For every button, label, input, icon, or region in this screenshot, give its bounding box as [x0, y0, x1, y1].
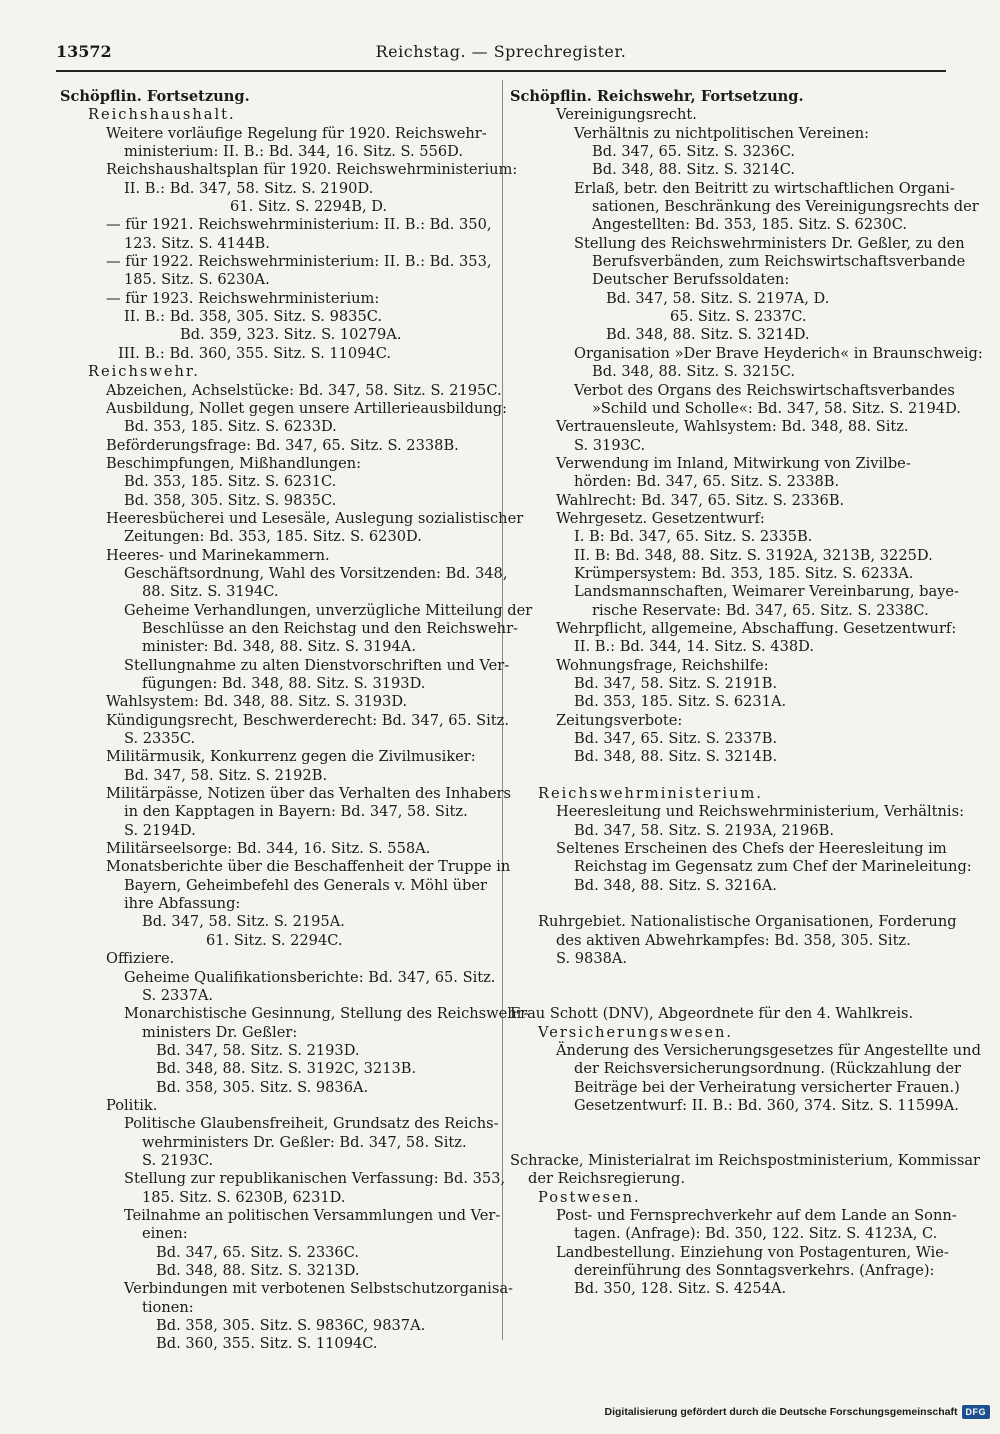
entry-line: rische Reservate: Bd. 347, 65. Sitz. S. 2338C. — [592, 601, 929, 619]
entry-line: Bd. 348, 88. Sitz. S. 3214D. — [606, 326, 810, 344]
entry-line: Gesetzentwurf: II. B.: Bd. 360, 374. Sitz. S. 11599A. — [574, 1096, 959, 1114]
entry-line: Beschlüsse an den Reichstag und den Reichswehr- — [142, 619, 518, 637]
entry-line: Heeresleitung und Reichswehrministerium, Verhältnis: — [556, 803, 964, 821]
entry-line: II. B: Bd. 348, 88. Sitz. S. 3192A, 3213B, 3225D. — [574, 546, 933, 564]
entry-line: S. 3193C. — [574, 436, 646, 454]
entry-line: 61. Sitz. S. 2294B, D. — [230, 198, 388, 216]
entry-line: I. B: Bd. 347, 65. Sitz. S. 2335B. — [574, 528, 813, 546]
entry-line: Bd. 358, 305. Sitz. S. 9836A. — [156, 1078, 369, 1096]
entry-line: Bd. 347, 65. Sitz. S. 3236C. — [592, 143, 796, 161]
page-header — [56, 42, 946, 68]
entry-line: tionen: — [142, 1298, 194, 1316]
entry-line: Postwesen. — [538, 1188, 641, 1206]
running-title: Reichstag. — Sprechregister. — [375, 42, 627, 61]
entry-line: Bd. 348, 88. Sitz. S. 3214B. — [574, 748, 778, 766]
entry-line: Stellung des Reichswehrministers Dr. Geßler, zu den — [574, 234, 965, 252]
entry-line: Zeitungsverbote: — [556, 711, 683, 729]
entry-line: 185. Sitz. S. 6230A. — [124, 271, 270, 289]
entry-line: Geheime Verhandlungen, unverzügliche Mitteilung der — [124, 601, 533, 619]
entry-line: Monatsberichte über die Beschaffenheit der Truppe in — [106, 858, 511, 876]
entry-line: Bd. 347, 65. Sitz. S. 2336C. — [156, 1243, 360, 1261]
entry-line: Bd. 360, 355. Sitz. S. 11094C. — [156, 1335, 378, 1353]
entry-line: Bd. 358, 305. Sitz. S. 9836C, 9837A. — [156, 1317, 426, 1335]
entry-line: Militärpässe, Notizen über das Verhalten des Inhabers — [106, 785, 511, 803]
entry-line: hörden: Bd. 347, 65. Sitz. S. 2338B. — [574, 473, 840, 491]
entry-line: Teilnahme an politischen Versammlungen und Ver- — [124, 1206, 501, 1224]
entry-line: Wahlsystem: Bd. 348, 88. Sitz. S. 3193D. — [106, 693, 408, 711]
entry-line: Landsmannschaften, Weimarer Vereinbarung, baye- — [574, 583, 959, 601]
entry-line: 185. Sitz. S. 6230B, 6231D. — [142, 1188, 346, 1206]
entry-line — [510, 969, 942, 987]
entry-line: Bd. 348, 88. Sitz. S. 3192C, 3213B. — [156, 1060, 417, 1078]
left-column — [60, 88, 533, 1354]
page-number: 13572 — [56, 42, 112, 61]
entry-line: Bd. 347, 58. Sitz. S. 2192B. — [124, 766, 328, 784]
entry-line: einen: — [142, 1225, 188, 1243]
entry-line — [510, 767, 942, 785]
entry-line: Verhältnis zu nichtpolitischen Vereinen: — [574, 124, 870, 142]
entry-line — [510, 987, 942, 1005]
entry-line: Ruhrgebiet. Nationalistische Organisationen, Forderung — [538, 913, 957, 931]
entry-line: Änderung des Versicherungsgesetzes für Angestellte und — [556, 1041, 981, 1059]
entry-line: Bd. 353, 185. Sitz. S. 6231C. — [124, 473, 337, 491]
entry-line: Reichswehr. — [88, 363, 200, 381]
entry-line: S. 2194D. — [124, 821, 196, 839]
entry-line: Offiziere. — [106, 950, 175, 968]
entry-line: Politische Glaubensfreiheit, Grundsatz des Reichs- — [124, 1115, 499, 1133]
entry-line: Schöpflin. Fortsetzung. — [60, 88, 250, 105]
entry-line: Wohnungsfrage, Reichshilfe: — [556, 656, 769, 674]
entry-line: Bd. 353, 185. Sitz. S. 6231A. — [574, 693, 787, 711]
entry-line: Heeres- und Marinekammern. — [106, 546, 330, 564]
entry-line: Stellungnahme zu alten Dienstvorschriften und Ver- — [124, 656, 510, 674]
entry-line: Geheime Qualifikationsberichte: Bd. 347, 65. Sitz. — [124, 968, 496, 986]
entry-line: Politik. — [106, 1096, 158, 1114]
entry-line: Krümpersystem: Bd. 353, 185. Sitz. S. 6233A. — [574, 564, 914, 582]
entry-line: Berufsverbänden, zum Reichswirtschaftsverbande — [592, 253, 966, 271]
entry-line: tagen. (Anfrage): Bd. 350, 122. Sitz. S. 4123A, C. — [574, 1225, 938, 1243]
entry-line: Reichswehrministerium. — [538, 785, 763, 803]
entry-line: 65. Sitz. S. 2337C. — [670, 308, 807, 326]
entry-line: Bd. 347, 58. Sitz. S. 2191B. — [574, 675, 778, 692]
entry-line: Erlaß, betr. den Beitritt zu wirtschaftlichen Organi- — [574, 179, 955, 197]
entry-line: Verbindungen mit verbotenen Selbstschutzorganisa- — [124, 1280, 513, 1298]
entry-line: Bd. 348, 88. Sitz. S. 3213D. — [156, 1262, 360, 1279]
entry-line: Bd. 347, 65. Sitz. S. 2337B. — [574, 730, 778, 748]
entry-line: Verwendung im Inland, Mitwirkung von Zivilbe- — [556, 454, 911, 472]
entry-line: in den Kapptagen in Bayern: Bd. 347, 58. Sitz. — [124, 803, 468, 821]
entry-line: fügungen: Bd. 348, 88. Sitz. S. 3193D. — [142, 675, 426, 692]
entry-line: Bd. 348, 88. Sitz. S. 3214C. — [592, 161, 796, 179]
entry-line: II. B.: Bd. 358, 305. Sitz. S. 9835C. — [124, 308, 383, 326]
entry-line: Bd. 347, 58. Sitz. S. 2195A. — [142, 913, 345, 931]
entry-line: Bayern, Geheimbefehl des Generals v. Möhl über — [124, 876, 488, 894]
header-rule — [56, 70, 946, 72]
entry-line: S. 2337A. — [142, 986, 214, 1004]
entry-line: wehrministers Dr. Geßler: Bd. 347, 58. Sitz. — [142, 1133, 467, 1151]
entry-line: Organisation »Der Brave Heyderich« in Braunschweig: — [574, 344, 983, 362]
entry-line: Stellung zur republikanischen Verfassung: Bd. 353, — [124, 1170, 506, 1188]
entry-line: II. B.: Bd. 347, 58. Sitz. S. 2190D. — [124, 179, 374, 197]
entry-line: Bd. 347, 58. Sitz. S. 2193D. — [156, 1041, 360, 1059]
entry-line: Wahlrecht: Bd. 347, 65. Sitz. S. 2336B. — [556, 491, 845, 509]
entry-line: der Reichsversicherungsordnung. (Rückzahlung der — [574, 1060, 961, 1078]
entry-line — [510, 1115, 942, 1133]
entry-line: Deutscher Berufssoldaten: — [592, 271, 790, 289]
entry-line: der Reichsregierung. — [528, 1170, 685, 1188]
entry-line: 88. Sitz. S. 3194C. — [142, 583, 279, 601]
entry-line: Landbestellung. Einziehung von Postagenturen, Wie- — [556, 1243, 949, 1261]
entry-line: des aktiven Abwehrkampfes: Bd. 358, 305. Sitz. — [556, 931, 911, 949]
footer — [600, 1400, 990, 1424]
entry-line: Bd. 348, 88. Sitz. S. 3216A. — [574, 876, 777, 894]
entry-line: Schracke, Ministerialrat im Reichspostministerium, Kommissar — [510, 1151, 981, 1169]
entry-line: ihre Abfassung: — [124, 895, 241, 913]
entry-line: Beschimpfungen, Mißhandlungen: — [106, 454, 362, 472]
entry-line: Bd. 350, 128. Sitz. S. 4254A. — [574, 1280, 787, 1298]
entry-line: Bd. 353, 185. Sitz. S. 6233D. — [124, 418, 337, 436]
dfg-logo: DFG — [962, 1405, 991, 1419]
entry-line: Wehrpflicht, allgemeine, Abschaffung. Gesetzentwurf: — [556, 619, 957, 637]
entry-line: Kündigungsrecht, Beschwerderecht: Bd. 347, 65. Sitz. — [106, 711, 509, 729]
entry-line: Schöpflin. Reichswehr, Fortsetzung. — [510, 88, 804, 105]
footer-text: Digitalisierung gefördert durch die Deutsche Forschungsgemeinschaft — [604, 1406, 958, 1418]
entry-line: Versicherungswesen. — [538, 1023, 734, 1041]
entry-line — [510, 895, 942, 913]
entry-line: Geschäftsordnung, Wahl des Vorsitzenden: Bd. 348, — [124, 564, 508, 582]
entry-line: Post- und Fernsprechverkehr auf dem Lande an Sonn- — [556, 1206, 957, 1224]
entry-line: Militärmusik, Konkurrenz gegen die Zivilmusiker: — [106, 748, 476, 766]
entry-line: Bd. 359, 323. Sitz. S. 10279A. — [180, 326, 402, 344]
entry-line: Beiträge bei der Verheiratung versicherter Frauen.) — [574, 1078, 960, 1096]
entry-line: Heeresbücherei und Lesesäle, Auslegung sozialistischer — [106, 509, 524, 527]
entry-line: Bd. 347, 58. Sitz. S. 2193A, 2196B. — [574, 821, 835, 839]
entry-line: Zeitungen: Bd. 353, 185. Sitz. S. 6230D. — [124, 528, 422, 546]
entry-line: sationen, Beschränkung des Vereinigungsrechts der — [592, 198, 979, 216]
entry-line: Weitere vorläufige Regelung für 1920. Reichswehr- — [106, 124, 487, 142]
entry-line: Angestellten: Bd. 353, 185. Sitz. S. 6230C. — [592, 216, 907, 234]
entry-line: 123. Sitz. S. 4144B. — [124, 234, 270, 252]
entry-line: — für 1923. Reichswehrministerium: — [106, 289, 380, 307]
entry-line: II. B.: Bd. 344, 14. Sitz. S. 438D. — [574, 638, 814, 656]
entry-line: Reichshaushaltsplan für 1920. Reichswehrministerium: — [106, 161, 518, 179]
entry-line: — für 1922. Reichswehrministerium: II. B.: Bd. 353, — [106, 253, 492, 271]
entry-line: ministers Dr. Geßler: — [142, 1023, 298, 1041]
entry-line: S. 9838A. — [556, 950, 628, 968]
entry-line: Reichshaushalt. — [88, 106, 236, 124]
entry-line: — für 1921. Reichswehrministerium: II. B.: Bd. 350, — [106, 216, 492, 234]
entry-line: Reichstag im Gegensatz zum Chef der Marineleitung: — [574, 858, 972, 876]
entry-line: S. 2335C. — [124, 730, 196, 748]
entry-line: Bd. 358, 305. Sitz. S. 9835C. — [124, 491, 337, 509]
entry-line: Beförderungsfrage: Bd. 347, 65. Sitz. S. 2338B. — [106, 436, 459, 454]
entry-line: Abzeichen, Achselstücke: Bd. 347, 58. Sitz. S. 2195C. — [106, 381, 502, 399]
entry-line: III. B.: Bd. 360, 355. Sitz. S. 11094C. — [118, 344, 392, 362]
entry-line: »Schild und Scholle«: Bd. 347, 58. Sitz. S. 2194D. — [592, 399, 961, 417]
entry-line: Bd. 348, 88. Sitz. S. 3215C. — [592, 363, 796, 381]
entry-line: Verbot des Organs des Reichswirtschaftsverbandes — [574, 381, 955, 399]
entry-line: Seltenes Erscheinen des Chefs der Heeresleitung im — [556, 840, 947, 858]
entry-line: Vereinigungsrecht. — [556, 106, 697, 124]
entry-line: dereinführung des Sonntagsverkehrs. (Anfrage): — [574, 1262, 935, 1279]
entry-line: 61. Sitz. S. 2294C. — [206, 931, 343, 949]
entry-line: Frau Schott (DNV), Abgeordnete für den 4. Wahlkreis. — [510, 1005, 914, 1023]
right-column — [510, 88, 983, 1299]
column-divider — [502, 80, 503, 1340]
entry-line: Ausbildung, Nollet gegen unsere Artillerieausbildung: — [106, 399, 508, 417]
entry-line: ministerium: II. B.: Bd. 344, 16. Sitz. S. 556D. — [124, 143, 463, 161]
entry-line: minister: Bd. 348, 88. Sitz. S. 3194A. — [142, 638, 416, 656]
entry-line: Monarchistische Gesinnung, Stellung des Reichswehr- — [124, 1005, 529, 1023]
entry-line: S. 2193C. — [142, 1151, 214, 1169]
entry-line — [510, 1134, 942, 1152]
entry-line: Bd. 347, 58. Sitz. S. 2197A, D. — [606, 289, 830, 307]
entry-line: Vertrauensleute, Wahlsystem: Bd. 348, 88. Sitz. — [556, 418, 909, 436]
entry-line: Militärseelsorge: Bd. 344, 16. Sitz. S. 558A. — [106, 840, 431, 858]
entry-line: Wehrgesetz. Gesetzentwurf: — [556, 509, 765, 527]
